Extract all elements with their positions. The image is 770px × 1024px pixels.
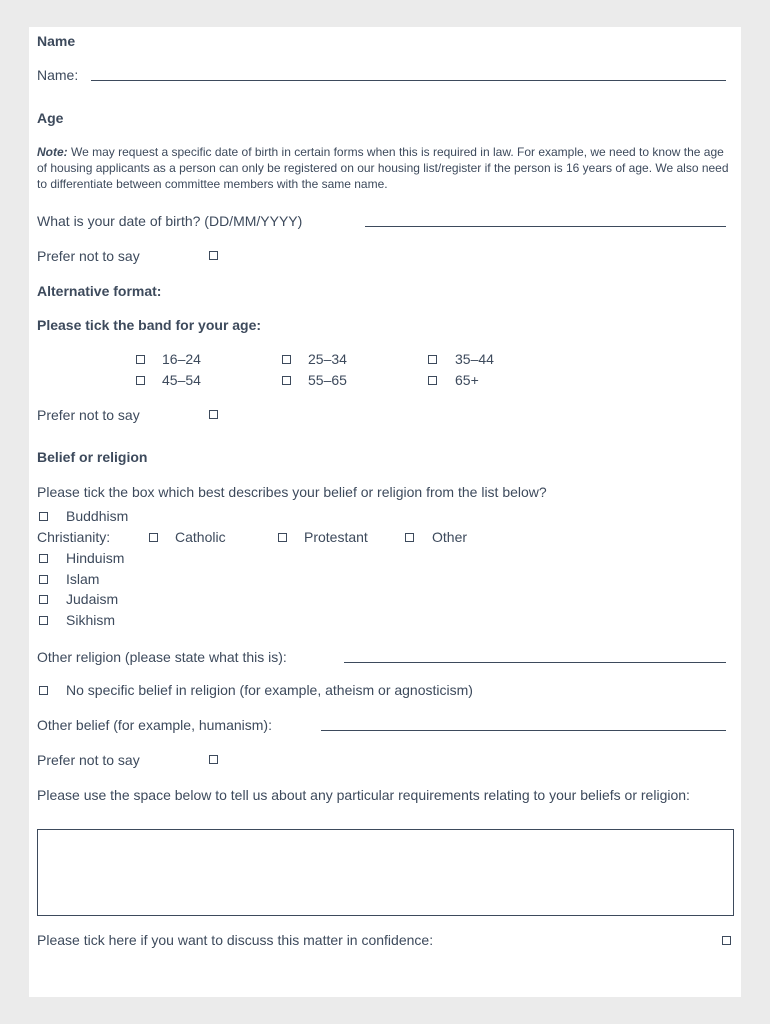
dob-label: What is your date of birth? (DD/MM/YYYY): [37, 213, 303, 229]
no-belief-label: No specific belief in religion (for example, atheism or agnosticism): [66, 682, 473, 698]
dob-input-line[interactable]: [365, 226, 726, 227]
catholic-label: Catholic: [175, 529, 226, 545]
band-label: 55–65: [308, 372, 347, 388]
prefer-not-label-3: Prefer not to say: [37, 752, 140, 768]
religion-label: Sikhism: [66, 612, 116, 628]
band-checkbox[interactable]: [136, 376, 145, 385]
name-heading: Name: [37, 33, 76, 49]
religion-checkbox[interactable]: [39, 575, 48, 584]
band-label: 65+: [455, 372, 479, 388]
other-religion-input-line[interactable]: [344, 662, 726, 663]
band-checkbox[interactable]: [428, 355, 437, 364]
religion-checkbox[interactable]: [39, 595, 48, 604]
name-field-label: Name:: [37, 67, 79, 83]
age-heading: Age: [37, 110, 64, 126]
band-checkbox[interactable]: [282, 355, 291, 364]
religion-label: Judaism: [66, 591, 119, 607]
religion-checkbox[interactable]: [39, 616, 48, 625]
band-label: 45–54: [162, 372, 201, 388]
confidence-checkbox[interactable]: [722, 936, 731, 945]
religion-heading: Belief or religion: [37, 449, 148, 465]
name-input-line[interactable]: [91, 80, 726, 81]
requirements-prompt: Please use the space below to tell us about any particular requirements relating to your beliefs or religion:: [37, 787, 690, 803]
buddhism-label: Buddhism: [66, 508, 129, 524]
band-prompt: Please tick the band for your age:: [37, 317, 262, 333]
band-label: 16–24: [162, 351, 201, 367]
confidence-label: Please tick here if you want to discuss this matter in confidence:: [37, 932, 434, 948]
other-belief-input-line[interactable]: [321, 730, 726, 731]
christian-other-label: Other: [432, 529, 468, 545]
age-note: [37, 144, 737, 192]
prefer-not-checkbox-3[interactable]: [209, 755, 218, 764]
prefer-not-checkbox[interactable]: [209, 251, 218, 260]
requirements-textarea[interactable]: [37, 829, 734, 916]
band-label: 35–44: [455, 351, 494, 367]
buddhism-checkbox[interactable]: [39, 512, 48, 521]
protestant-checkbox[interactable]: [278, 533, 287, 542]
no-belief-checkbox[interactable]: [39, 686, 48, 695]
christianity-label: Christianity:: [37, 529, 111, 545]
catholic-checkbox[interactable]: [149, 533, 158, 542]
age-note-label: Note:: [37, 145, 68, 159]
christian-other-checkbox[interactable]: [405, 533, 414, 542]
religion-label: Hinduism: [66, 550, 125, 566]
form-page: [29, 27, 741, 997]
prefer-not-label: Prefer not to say: [37, 248, 140, 264]
prefer-not-label-2: Prefer not to say: [37, 407, 140, 423]
band-checkbox[interactable]: [282, 376, 291, 385]
alt-format-label: Alternative format:: [37, 283, 162, 299]
other-belief-label: Other belief (for example, humanism):: [37, 717, 272, 733]
protestant-label: Protestant: [304, 529, 368, 545]
band-label: 25–34: [308, 351, 347, 367]
religion-label: Islam: [66, 571, 100, 587]
age-note-text: We may request a specific date of birth in certain forms when this is required in law. For example, we need to know the age of housing applicants as a person can only be registered on our housing list/register if the person is 16 years of age. We also need to differentiate between committee members with the same name.: [37, 145, 729, 191]
band-checkbox[interactable]: [136, 355, 145, 364]
band-checkbox[interactable]: [428, 376, 437, 385]
other-religion-label: Other religion (please state what this is):: [37, 649, 287, 665]
religion-prompt: Please tick the box which best describes your belief or religion from the list below?: [37, 484, 547, 500]
religion-checkbox[interactable]: [39, 554, 48, 563]
prefer-not-checkbox-2[interactable]: [209, 410, 218, 419]
